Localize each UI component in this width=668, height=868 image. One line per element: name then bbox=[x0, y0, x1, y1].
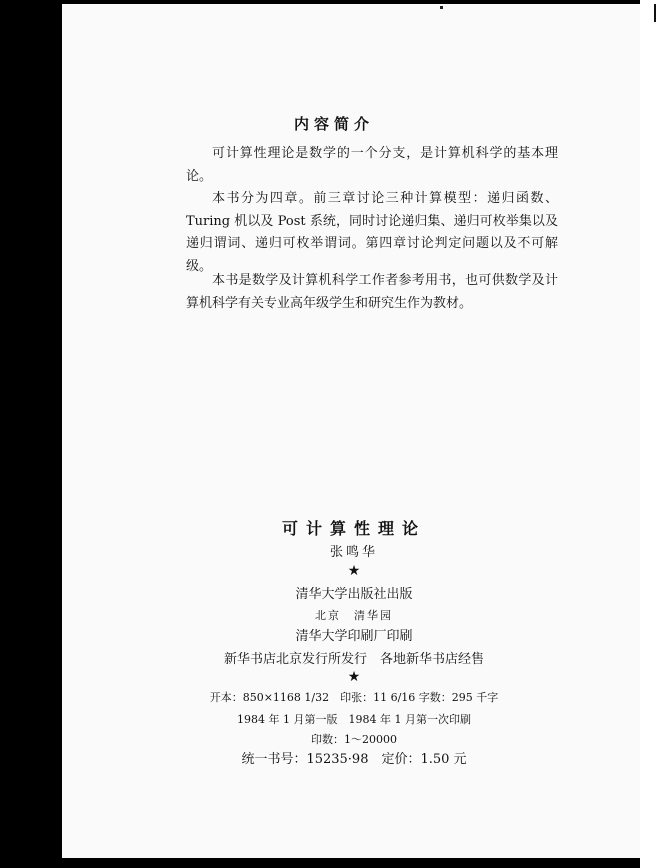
printer-line: 清华大学印刷厂印刷 bbox=[295, 629, 413, 644]
scan-speck bbox=[440, 6, 443, 9]
publisher-line: 清华大学出版社出版 bbox=[295, 587, 413, 602]
print-run-line: 印数：1～20000 bbox=[311, 733, 397, 746]
summary-paragraph: 本书是数学及计算机科学工作者参考用书，也可供数学及计算机科学有关专业高年级学生和研究生作为教材。 bbox=[186, 273, 558, 311]
star-divider: ★ bbox=[347, 563, 361, 579]
isbn-price-line: 统一书号：15235·98 定价：1.50 元 bbox=[241, 752, 467, 767]
summary-paragraph: 可计算性理论是数学的一个分支，是计算机科学的基本理论。 bbox=[186, 146, 558, 184]
summary-heading: 内容简介 bbox=[293, 115, 374, 133]
distributor-line: 新华书店北京发行所发行 各地新华书店经售 bbox=[223, 652, 484, 667]
book-title: 可计算性理论 bbox=[281, 519, 426, 538]
scan-corner-mark bbox=[654, 4, 656, 22]
summary-paragraph: 本书分为四章。前三章讨论三种计算模型：递归函数、Turing 机以及 Post 系统，同时讨论递归集、递归可枚举集以及递归谓词、递归可枚举谓词。第四章讨论判定问题以及不可解级。 bbox=[186, 191, 558, 275]
edition-line: 1984 年 1 月第一版 1984 年 1 月第一次印刷 bbox=[237, 713, 471, 726]
publisher-address: 北京 清华园 bbox=[315, 609, 393, 622]
format-line: 开本：850×1168 1/32 印张：11 6/16 字数：295 千字 bbox=[209, 691, 499, 704]
book-author: 张鸣华 bbox=[329, 545, 378, 560]
star-divider: ★ bbox=[347, 669, 361, 685]
